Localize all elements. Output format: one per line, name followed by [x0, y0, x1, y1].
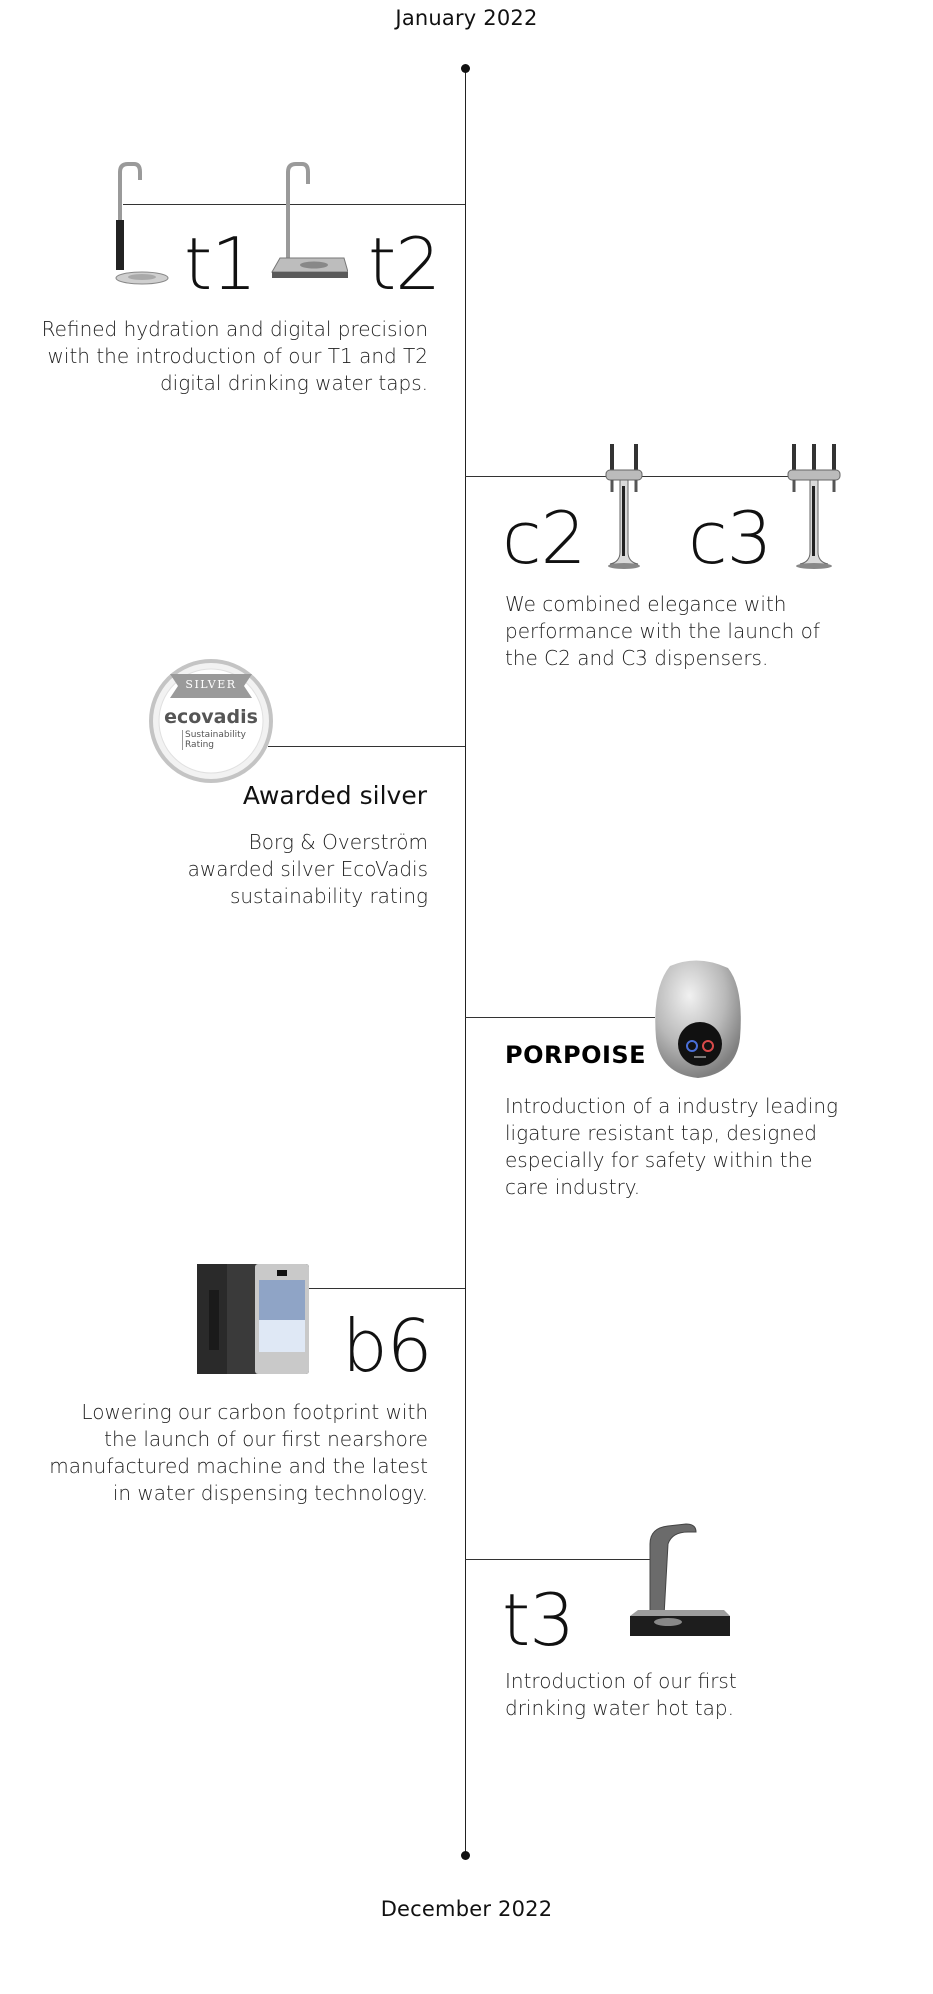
- connector-line: [465, 1017, 655, 1018]
- entry-description: Introduction of a industry leading ligature resistant tap, designed especially for safety within the care industry.: [505, 1094, 839, 1199]
- connector-line: [465, 1559, 651, 1560]
- badge-brand-text: ecovadis: [164, 706, 258, 728]
- model-label-t1: t1: [184, 222, 257, 306]
- b6-dispenser-image: [195, 1260, 311, 1378]
- t3-tap-image: [628, 1518, 732, 1642]
- entry-description: Introduction of our first drinking water hot tap.: [505, 1669, 737, 1720]
- entry-title: PORPOISE: [505, 1041, 647, 1069]
- connector-line: [300, 1288, 465, 1289]
- t1-tap-image: [112, 160, 174, 288]
- model-label-t3: t3: [502, 1578, 575, 1662]
- ecovadis-badge: [148, 658, 274, 784]
- model-label-c2: c2: [502, 496, 586, 580]
- porpoise-tap-image: [650, 958, 746, 1082]
- timeline-start-dot: [461, 64, 470, 73]
- badge-subtext: Sustainability Rating: [182, 730, 246, 750]
- timeline-axis: [465, 68, 466, 1858]
- badge-ribbon-text: SILVER: [185, 678, 237, 691]
- entry-title: Awarded silver: [242, 781, 427, 810]
- t2-tap-image: [268, 160, 348, 282]
- model-label-c3: c3: [688, 496, 772, 580]
- c2-tap-image: [598, 440, 650, 572]
- c3-tap-image: [784, 440, 844, 572]
- model-label-t2: t2: [368, 222, 441, 306]
- timeline-start-label: January 2022: [395, 6, 538, 30]
- entry-description: We combined elegance with performance with the launch of the C2 and C3 dispensers.: [505, 592, 820, 670]
- entry-description: Lowering our carbon footprint with the launch of our first nearshore manufactured machine and the latest in water dispensing technology.: [49, 1400, 428, 1505]
- model-label-b6: b6: [342, 1304, 432, 1388]
- timeline-end-label: December 2022: [380, 1897, 553, 1921]
- entry-description: Refined hydration and digital precision with the introduction of our T1 and T2 digital drinking water taps.: [41, 317, 428, 395]
- connector-line: [268, 746, 465, 747]
- entry-description: Borg & Overström awarded silver EcoVadis sustainability rating: [187, 830, 428, 908]
- timeline-end-dot: [461, 1851, 470, 1860]
